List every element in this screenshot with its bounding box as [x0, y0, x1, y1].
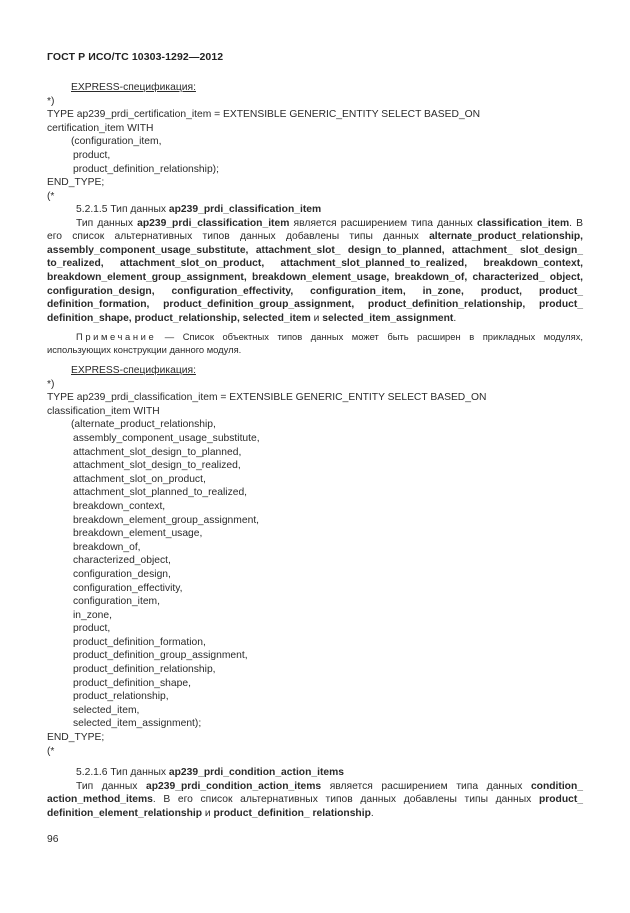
section-5-2-1-5 — [47, 203, 583, 356]
select-item: attachment_slot_on_product, — [73, 473, 206, 485]
page-number: 96 — [47, 834, 59, 845]
code-line: END_TYPE; — [47, 177, 105, 189]
code-line: classification_item WITH — [47, 405, 160, 417]
code-line: END_TYPE; — [47, 732, 105, 744]
select-item: attachment_slot_planned_to_realized, — [73, 487, 248, 499]
select-item: attachment_slot_design_to_realized, — [73, 460, 241, 472]
select-item: product_relationship, — [73, 691, 169, 703]
code-line: certification_item WITH — [47, 122, 154, 134]
select-item: in_zone, — [73, 609, 112, 621]
select-item: breakdown_element_group_assignment, — [73, 514, 260, 526]
section-type-name: ap239_prdi_condition_action_items — [168, 767, 345, 778]
section-5-2-1-6 — [47, 766, 583, 820]
express-block-certification — [47, 81, 583, 203]
select-item: product_definition_shape, — [73, 677, 191, 689]
code-line: product_definition_relationship); — [73, 163, 219, 175]
select-item: selected_item_assignment); — [73, 718, 202, 730]
code-line: *) — [47, 378, 55, 390]
express-block-classification — [47, 364, 583, 758]
select-item: characterized_object, — [73, 555, 171, 567]
code-line: TYPE ap239_prdi_certification_item = EXTENSIBLE GENERIC_ENTITY SELECT BASED_ON — [47, 109, 481, 121]
express-heading: EXPRESS-спецификация: — [71, 82, 196, 93]
express-heading: EXPRESS-спецификация: — [71, 365, 196, 376]
code-line: (* — [47, 745, 55, 757]
code-line: (* — [47, 190, 55, 202]
select-item: attachment_slot_design_to_planned, — [73, 446, 242, 458]
section-type-name: ap239_prdi_classification_item — [168, 204, 322, 215]
select-item: assembly_component_usage_substitute, — [73, 432, 260, 444]
select-item: product_definition_formation, — [73, 636, 206, 648]
select-item: selected_item, — [73, 704, 140, 716]
select-item-list — [47, 432, 583, 731]
note-paragraph: Примечание — Список объектных типов данных может быть расширен в прикладных модулях, использующих конструкции данного модуля. — [47, 331, 583, 355]
select-item: configuration_item, — [73, 596, 161, 608]
note-label: Примечание — [76, 331, 157, 343]
code-line: (alternate_product_relationship, — [71, 419, 216, 431]
select-item: configuration_design, — [73, 568, 171, 580]
select-item: configuration_effectivity, — [73, 582, 183, 594]
code-line: *) — [47, 95, 55, 107]
select-item: product_definition_relationship, — [73, 664, 216, 676]
section-paragraph: Тип данных ap239_prdi_condition_action_items является расширением типа данных condition_ action_method_items. В его список альтернативных типов данных добавлены типы данных product_ definition_element_relationship и product_definition_ relationship. — [47, 780, 583, 819]
select-item: breakdown_of, — [73, 541, 141, 553]
section-heading: 5.2.1.5 Тип данных ap239_prdi_classification_item — [76, 204, 322, 215]
select-item: product_definition_group_assignment, — [73, 650, 248, 662]
code-line: product, — [73, 149, 111, 161]
select-item: product, — [73, 623, 111, 635]
section-paragraph: Тип данных ap239_prdi_classification_item является расширением типа данных classification_item. В его список альтернативных типов данных добавлены типы данных alternate_product_relationship, assembly_component_usage_substitute, attachment_slot_ design_to_planned, attachment_ slot_design_ to_realized, attachment_slot_on_product, attachment_slot_planned_to_realized, breakdown_context, breakdown_element_group_assignment, breakdown_element_usage, breakdown_of, characterized_ object, configuration_design, configuration_effectivity, configuration_item, in_zone, product, product_ definition_formation, product_definition_group_assignment, product_definition_relationship, product_ definition_shape, product_relationship, selected_item и selected_item_assignment. — [47, 217, 583, 324]
section-heading: 5.2.1.6 Тип данных ap239_prdi_condition_action_items — [76, 767, 345, 778]
code-line: TYPE ap239_prdi_classification_item = EXTENSIBLE GENERIC_ENTITY SELECT BASED_ON — [47, 392, 487, 404]
select-item: breakdown_element_usage, — [73, 528, 203, 540]
code-line: (configuration_item, — [71, 136, 162, 148]
select-item: breakdown_context, — [73, 500, 166, 512]
page-header: ГОСТ Р ИСО/ТС 10303-1292—2012 — [47, 51, 224, 63]
